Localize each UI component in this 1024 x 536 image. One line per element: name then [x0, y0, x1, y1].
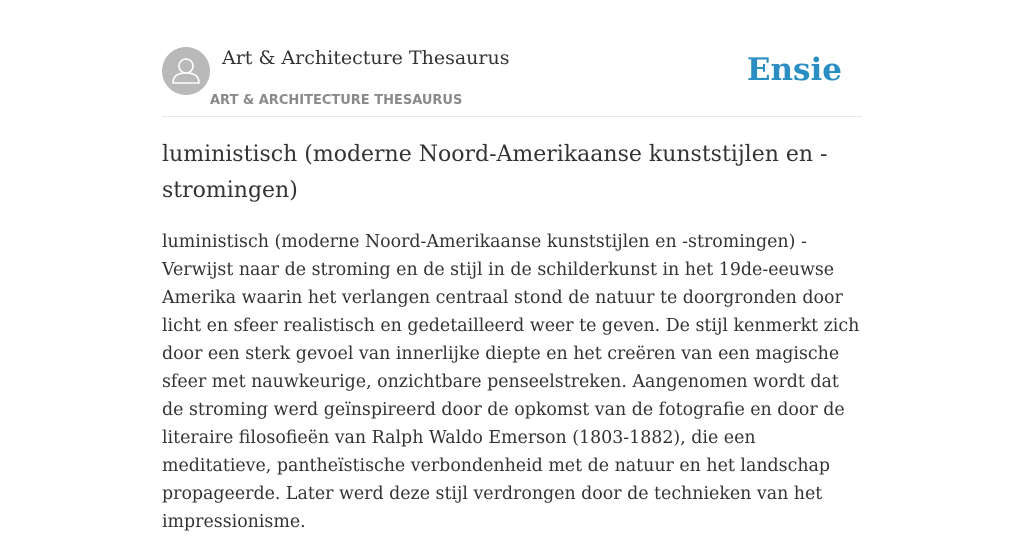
avatar[interactable] — [162, 47, 210, 95]
author-subtitle: ART & ARCHITECTURE THESAURUS — [210, 93, 463, 108]
article-body: luministisch (moderne Noord-Amerikaanse kunststijlen en -stromingen) - Verwijst naar de stroming en de stijl in de schilderkunst in het 19de-eeuwse Amerika waarin het verlangen centraal stond de natuur te doorgronden door licht en sfeer realistisch en gedetailleerd weer te geven. De stijl kenmerkt zich door een sterk gevoel van innerlijke diepte en het creëren van een magische sfeer met nauwkeurige, onzichtbare penseelstreken. Aangenomen wordt dat de stroming werd geïnspireerd door de opkomst van de fotografie en door de literaire filosofieën van Ralph Waldo Emerson (1803-1882), die een meditatieve, pantheïstische verbondenheid met de natuur en het landschap propageerde. Later werd deze stijl verdrongen door de technieken van het impressionisme. — [162, 232, 860, 532]
author-name-link[interactable]: Art & Architecture Thesaurus — [222, 47, 510, 69]
ensie-logo[interactable]: Ensie — [746, 52, 842, 88]
user-icon — [162, 47, 210, 95]
header — [162, 0, 862, 117]
page-title: luministisch (moderne Noord-Amerikaanse kunststijlen en -stromingen) — [162, 142, 828, 203]
